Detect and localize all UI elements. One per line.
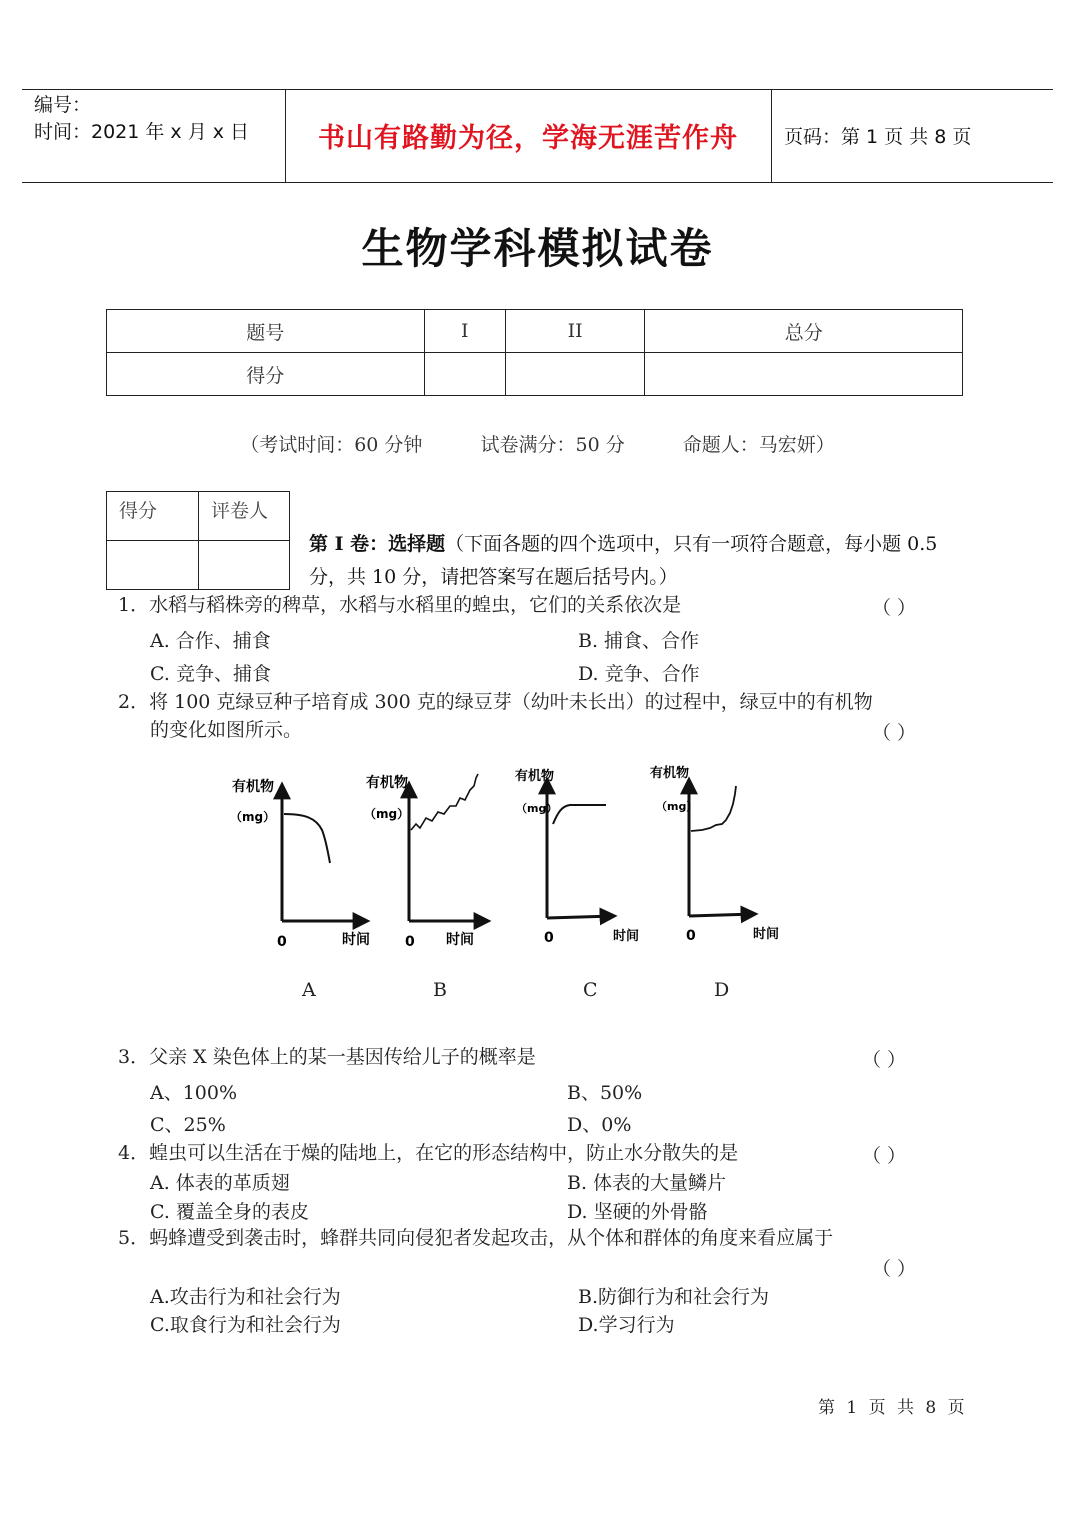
y-axis-label: 有机物 <box>366 775 408 791</box>
score-table-header-row <box>107 310 963 353</box>
y-axis-label: 有机物 <box>515 769 555 784</box>
serial-label: 编号： <box>34 94 92 116</box>
y-axis-unit: （mg） <box>516 802 558 815</box>
question-3-stem: 3．父亲 X 染色体上的某一基因传给儿子的概率是 <box>118 1046 536 1068</box>
exam-duration: （考试时间：60 分钟 <box>240 434 423 456</box>
option-a: A、100% <box>150 1082 238 1104</box>
exam-full-score: 试卷满分：50 分 <box>480 434 625 456</box>
option-c: C. 覆盖全身的表皮 <box>150 1201 309 1223</box>
y-axis-label: 有机物 <box>232 779 274 795</box>
score-input-cell[interactable] <box>645 353 963 396</box>
answer-parens[interactable]: （ ） <box>872 722 917 744</box>
answer-parens[interactable]: （ ） <box>862 1049 907 1071</box>
graph-b <box>364 774 488 950</box>
answer-parens[interactable]: （ ） <box>872 597 917 619</box>
option-c: C. 竞争、捕食 <box>150 663 271 685</box>
grader-name-cell[interactable] <box>199 541 290 590</box>
option-d: D. 坚硬的外骨骼 <box>567 1201 708 1223</box>
option-c: C、25% <box>150 1114 226 1136</box>
score-row-label: 得分 <box>107 353 425 396</box>
x-axis-label: 时间 <box>753 927 780 942</box>
question-1-stem: 1．水稻与稻株旁的稗草，水稻与水稻里的蝗虫，它们的关系依次是 <box>118 594 682 616</box>
y-axis-label: 有机物 <box>650 766 690 781</box>
x-axis-label: 时间 <box>446 932 474 948</box>
exam-info <box>0 430 1075 457</box>
option-d: D.学习行为 <box>578 1314 675 1336</box>
graph-label-c: C <box>583 979 598 1001</box>
page-footer: 第 1 页 共 8 页 <box>818 1398 965 1418</box>
header-left <box>34 92 249 146</box>
question-2-stem: 2．将 100 克绿豆种子培育成 300 克的绿豆芽（幼叶未长出）的过程中，绿豆中的有机物 <box>118 691 873 713</box>
score-header-cell: II <box>505 310 644 353</box>
x-axis-label: 时间 <box>342 932 370 948</box>
option-a: A.攻击行为和社会行为 <box>150 1286 341 1308</box>
section-description: （下面各题的四个选项中，只有一项符合题意，每小题 0.5 分，共 10 分，请把答案写在题后括号内。） <box>309 533 938 588</box>
graph-a <box>230 778 370 950</box>
answer-parens[interactable]: （ ） <box>862 1145 907 1167</box>
option-d: D、0% <box>567 1114 632 1136</box>
section-title: 第 I 卷：选择题 <box>309 533 446 555</box>
origin-label: 0 <box>277 934 287 950</box>
answer-parens[interactable]: （ ） <box>872 1258 917 1280</box>
score-header-cell: 题号 <box>107 310 425 353</box>
option-d: D. 竞争、合作 <box>578 663 700 685</box>
option-b: B.防御行为和社会行为 <box>578 1286 770 1308</box>
motto: 书山有路勤为径，学海无涯苦作舟 <box>318 123 738 154</box>
option-b: B、50% <box>567 1082 643 1104</box>
header-divider-2 <box>771 89 772 183</box>
exam-author: 命题人：马宏妍） <box>682 434 835 456</box>
question-4-stem: 4．蝗虫可以生活在于燥的陆地上，在它的形态结构中，防止水分散失的是 <box>118 1142 739 1164</box>
y-axis-unit: （mg） <box>656 800 698 813</box>
x-axis-label: 时间 <box>613 929 640 944</box>
grader-score-cell[interactable] <box>107 541 199 590</box>
option-b: B. 体表的大量鳞片 <box>567 1172 727 1194</box>
y-axis-unit: （mg） <box>364 807 410 821</box>
grader-score-label: 得分 <box>107 492 199 541</box>
graph-label-d: D <box>714 979 730 1001</box>
origin-label: 0 <box>405 934 415 950</box>
option-a: A. 体表的革质翅 <box>150 1172 290 1194</box>
grader-table <box>106 491 290 590</box>
y-axis-unit: （mg） <box>230 810 276 824</box>
option-a: A. 合作、捕食 <box>150 630 271 652</box>
option-c: C.取食行为和社会行为 <box>150 1314 341 1336</box>
graph-label-a: A <box>302 979 316 1001</box>
score-input-cell[interactable] <box>505 353 644 396</box>
time-label: 时间：2021 年 x 月 x 日 <box>34 121 250 143</box>
score-table <box>106 309 963 396</box>
grader-name-label: 评卷人 <box>199 492 290 541</box>
question-2-stem-cont: 的变化如图所示。 <box>150 719 303 741</box>
origin-label: 0 <box>544 930 554 946</box>
graph-label-b: B <box>433 979 447 1001</box>
origin-label: 0 <box>686 928 696 944</box>
score-header-cell: I <box>424 310 505 353</box>
section-heading <box>309 528 959 594</box>
page-title: 生物学科模拟试卷 <box>361 224 714 273</box>
page-info: 页码：第 1 页 共 8 页 <box>784 126 972 148</box>
question-5-stem: 5．蚂蜂遭受到袭击时，蜂群共同向侵犯者发起攻击，从个体和群体的角度来看应属于 <box>118 1227 834 1249</box>
score-header-cell: 总分 <box>645 310 963 353</box>
option-b: B. 捕食、合作 <box>578 630 700 652</box>
graph-c <box>515 768 639 946</box>
score-table-score-row <box>107 353 963 396</box>
header-bottom-rule <box>22 182 1053 183</box>
graph-d <box>650 765 779 944</box>
organic-matter-graphs <box>220 758 800 958</box>
score-input-cell[interactable] <box>424 353 505 396</box>
